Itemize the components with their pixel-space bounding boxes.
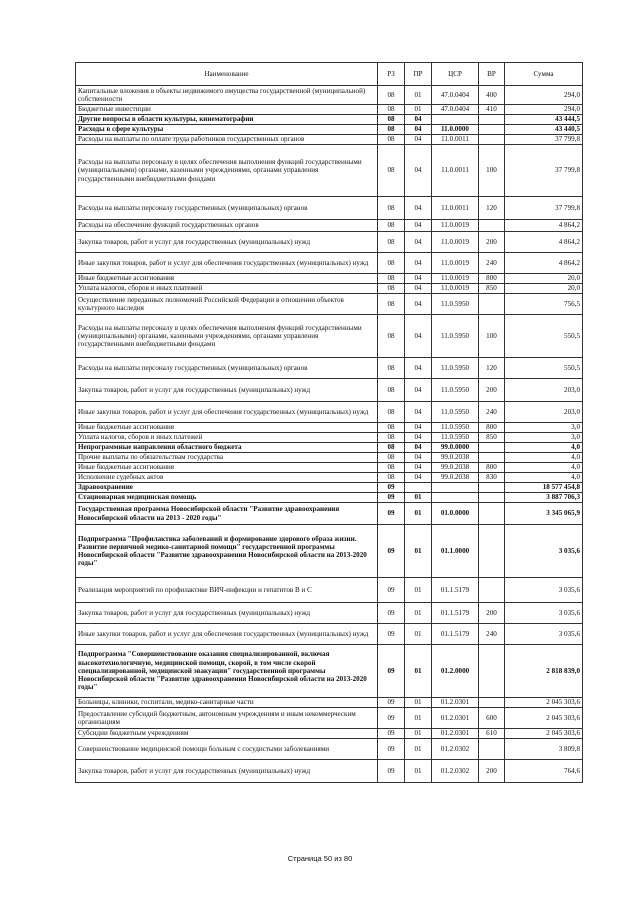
cell-vr	[479, 135, 505, 145]
cell-csr: 11.0.5950	[432, 379, 479, 402]
cell-name: Стационарная медицинская помощь	[76, 493, 378, 503]
cell-rz: 08	[378, 232, 405, 253]
cell-csr: 11.0.5950	[432, 315, 479, 358]
cell-pr: 04	[405, 145, 432, 197]
cell-name: Иные бюджетные ассигнования	[76, 423, 378, 433]
cell-pr: 04	[405, 253, 432, 274]
cell-pr: 04	[405, 135, 432, 145]
cell-csr: 01.1.0000	[432, 525, 479, 578]
table-row	[76, 624, 583, 645]
cell-vr: 800	[479, 274, 505, 284]
cell-pr: 01	[405, 603, 432, 624]
cell-csr: 99.0.2038	[432, 453, 479, 463]
cell-vr: 400	[479, 86, 505, 105]
cell-name: Иные бюджетные ассигнования	[76, 274, 378, 284]
cell-vr	[479, 503, 505, 525]
cell-pr: 01	[405, 86, 432, 105]
table-row	[76, 315, 583, 358]
cell-vr	[479, 578, 505, 603]
cell-pr: 01	[405, 645, 432, 698]
cell-vr: 200	[479, 379, 505, 402]
cell-rz: 09	[378, 624, 405, 645]
cell-sum: 4 864,2	[505, 253, 583, 274]
cell-vr: 410	[479, 105, 505, 115]
cell-csr: 11.0.0019	[432, 274, 479, 284]
cell-rz: 08	[378, 294, 405, 315]
cell-rz: 08	[378, 315, 405, 358]
cell-csr: 47.0.0404	[432, 105, 479, 115]
cell-name: Закупка товаров, работ и услуг для государственных (муниципальных) нужд	[76, 760, 378, 783]
cell-sum: 3 809,8	[505, 739, 583, 760]
cell-csr: 11.0.0011	[432, 135, 479, 145]
cell-csr: 11.0.5950	[432, 402, 479, 423]
table-row	[76, 645, 583, 698]
cell-vr	[479, 294, 505, 315]
cell-csr: 99.0.2038	[432, 473, 479, 483]
cell-name: Расходы на обеспечение функций государственных органов	[76, 220, 378, 232]
cell-sum: 2 818 839,0	[505, 645, 583, 698]
cell-sum: 294,0	[505, 105, 583, 115]
cell-csr: 01.1.5179	[432, 578, 479, 603]
cell-sum: 4 864,2	[505, 220, 583, 232]
cell-pr: 01	[405, 739, 432, 760]
cell-pr: 04	[405, 423, 432, 433]
cell-csr: 11.0.0019	[432, 220, 479, 232]
cell-name: Расходы на выплаты персоналу государственных (муниципальных) органов	[76, 197, 378, 220]
cell-name: Уплата налогов, сборов и иных платежей	[76, 433, 378, 443]
cell-pr: 04	[405, 294, 432, 315]
cell-rz: 09	[378, 503, 405, 525]
table-row	[76, 105, 583, 115]
cell-name: Закупка товаров, работ и услуг для государственных (муниципальных) нужд	[76, 603, 378, 624]
header-pr: ПР	[405, 63, 432, 86]
cell-name: Расходы на выплаты персоналу в целях обеспечения выполнения функций государственными (муниципальными) органами, казенными учреждениями, органами управления государственными внебюджетными фондами	[76, 315, 378, 358]
cell-vr	[479, 525, 505, 578]
cell-csr	[432, 483, 479, 493]
cell-name: Государственная программа Новосибирской области "Развитие здравоохранения Новосибирской области на 2013 - 2020 годы"	[76, 503, 378, 525]
cell-sum: 3 035,6	[505, 603, 583, 624]
cell-vr	[479, 645, 505, 698]
header-name: Наименование	[76, 63, 378, 86]
cell-rz: 09	[378, 645, 405, 698]
cell-pr: 04	[405, 220, 432, 232]
cell-csr: 01.1.5179	[432, 624, 479, 645]
cell-vr: 120	[479, 197, 505, 220]
table-row	[76, 463, 583, 473]
cell-sum: 43 444,5	[505, 115, 583, 125]
cell-rz: 09	[378, 603, 405, 624]
cell-vr	[479, 493, 505, 503]
cell-vr: 100	[479, 315, 505, 358]
table-row	[76, 220, 583, 232]
table-header-row	[76, 63, 583, 86]
cell-rz: 08	[378, 463, 405, 473]
cell-sum: 43 440,5	[505, 125, 583, 135]
cell-name: Здравоохранение	[76, 483, 378, 493]
cell-pr: 01	[405, 698, 432, 708]
cell-sum: 3,0	[505, 433, 583, 443]
table-row	[76, 578, 583, 603]
cell-csr: 01.2.0301	[432, 729, 479, 739]
cell-rz: 08	[378, 433, 405, 443]
table-row	[76, 453, 583, 463]
cell-csr: 11.0.0019	[432, 232, 479, 253]
cell-csr: 01.1.5179	[432, 603, 479, 624]
cell-csr	[432, 115, 479, 125]
table-row	[76, 294, 583, 315]
cell-pr: 04	[405, 315, 432, 358]
table-row	[76, 525, 583, 578]
cell-name: Совершенствование медицинской помощи больным с сосудистыми заболеваниями	[76, 739, 378, 760]
cell-csr: 01.2.0302	[432, 760, 479, 783]
cell-sum: 37 799,8	[505, 135, 583, 145]
cell-pr: 04	[405, 232, 432, 253]
cell-name: Иные закупки товаров, работ и услуг для обеспечения государственных (муниципальных) нужд	[76, 402, 378, 423]
cell-vr: 200	[479, 760, 505, 783]
cell-name: Расходы на выплаты по оплате труда работников государственных органов	[76, 135, 378, 145]
cell-rz: 08	[378, 423, 405, 433]
cell-sum: 3 887 706,3	[505, 493, 583, 503]
cell-pr: 04	[405, 284, 432, 294]
table-row	[76, 253, 583, 274]
cell-rz: 08	[378, 86, 405, 105]
cell-vr	[479, 125, 505, 135]
cell-name: Иные закупки товаров, работ и услуг для обеспечения государственных (муниципальных) нужд	[76, 253, 378, 274]
table-row	[76, 603, 583, 624]
cell-csr: 11.0.0011	[432, 145, 479, 197]
table-row	[76, 493, 583, 503]
cell-name: Исполнение судебных актов	[76, 473, 378, 483]
cell-sum: 3,0	[505, 423, 583, 433]
cell-rz: 09	[378, 578, 405, 603]
table-row	[76, 443, 583, 453]
page-number: Страница 50 из 80	[287, 854, 353, 863]
cell-sum: 203,0	[505, 379, 583, 402]
cell-rz: 08	[378, 274, 405, 284]
cell-name: Капитальные вложения в объекты недвижимого имущества государственной (муниципальной) собственности	[76, 86, 378, 105]
cell-rz: 09	[378, 708, 405, 729]
header-sum: Сумма	[505, 63, 583, 86]
cell-pr: 01	[405, 493, 432, 503]
cell-vr: 800	[479, 463, 505, 473]
cell-sum: 2 045 303,6	[505, 698, 583, 708]
table-row	[76, 503, 583, 525]
table-row	[76, 145, 583, 197]
cell-vr: 240	[479, 624, 505, 645]
cell-name: Другие вопросы в области культуры, кинематографии	[76, 115, 378, 125]
table-row	[76, 423, 583, 433]
cell-pr: 04	[405, 453, 432, 463]
cell-pr: 04	[405, 402, 432, 423]
cell-csr: 11.0.0011	[432, 197, 479, 220]
cell-vr	[479, 698, 505, 708]
cell-rz: 09	[378, 493, 405, 503]
cell-sum: 3 035,6	[505, 525, 583, 578]
cell-sum: 756,5	[505, 294, 583, 315]
cell-pr: 04	[405, 443, 432, 453]
cell-csr: 11.0.0019	[432, 253, 479, 274]
table-row	[76, 729, 583, 739]
cell-csr: 01.2.0302	[432, 739, 479, 760]
cell-name: Закупка товаров, работ и услуг для государственных (муниципальных) нужд	[76, 379, 378, 402]
cell-pr: 04	[405, 473, 432, 483]
cell-rz: 08	[378, 358, 405, 379]
cell-sum: 764,6	[505, 760, 583, 783]
cell-sum: 20,0	[505, 284, 583, 294]
cell-sum: 203,0	[505, 402, 583, 423]
table-row	[76, 86, 583, 105]
table-row	[76, 698, 583, 708]
budget-table	[75, 62, 583, 783]
table-row	[76, 473, 583, 483]
cell-rz: 08	[378, 135, 405, 145]
cell-rz: 08	[378, 220, 405, 232]
cell-name: Закупка товаров, работ и услуг для государственных (муниципальных) нужд	[76, 232, 378, 253]
cell-sum: 3 035,6	[505, 578, 583, 603]
cell-rz: 08	[378, 105, 405, 115]
table-row	[76, 433, 583, 443]
table-row	[76, 402, 583, 423]
cell-pr: 01	[405, 578, 432, 603]
table-row	[76, 379, 583, 402]
cell-csr: 01.2.0000	[432, 645, 479, 698]
cell-sum: 4,0	[505, 443, 583, 453]
cell-csr: 01.0.0000	[432, 503, 479, 525]
cell-vr	[479, 115, 505, 125]
cell-csr: 47.0.0404	[432, 86, 479, 105]
cell-rz: 08	[378, 443, 405, 453]
header-vr: ВР	[479, 63, 505, 86]
cell-pr: 04	[405, 463, 432, 473]
cell-rz: 08	[378, 197, 405, 220]
cell-rz: 09	[378, 760, 405, 783]
cell-sum: 3 035,6	[505, 624, 583, 645]
cell-rz: 08	[378, 402, 405, 423]
header-rz: РЗ	[378, 63, 405, 86]
cell-name: Расходы в сфере культуры	[76, 125, 378, 135]
cell-pr: 04	[405, 274, 432, 284]
cell-vr: 240	[479, 402, 505, 423]
cell-csr: 11.0.5950	[432, 358, 479, 379]
cell-vr	[479, 739, 505, 760]
cell-sum: 18 577 454,8	[505, 483, 583, 493]
cell-csr: 11.0.5950	[432, 294, 479, 315]
cell-pr: 01	[405, 708, 432, 729]
cell-name: Иные бюджетные ассигнования	[76, 463, 378, 473]
cell-pr: 01	[405, 760, 432, 783]
cell-rz: 08	[378, 379, 405, 402]
cell-name: Расходы на выплаты персоналу в целях обеспечения выполнения функций государственными (муниципальными) органами, казенными учреждениями, органами управления государственными внебюджетными фондами	[76, 145, 378, 197]
cell-sum: 550,5	[505, 358, 583, 379]
cell-name: Больницы, клиники, госпитали, медико-санитарные части	[76, 698, 378, 708]
cell-pr: 04	[405, 197, 432, 220]
cell-name: Иные закупки товаров, работ и услуг для обеспечения государственных (муниципальных) нужд	[76, 624, 378, 645]
cell-rz: 08	[378, 145, 405, 197]
cell-csr: 11.0.0019	[432, 284, 479, 294]
cell-sum: 550,5	[505, 315, 583, 358]
cell-sum: 3 345 065,9	[505, 503, 583, 525]
cell-sum: 4,0	[505, 473, 583, 483]
header-csr: ЦСР	[432, 63, 479, 86]
cell-sum: 37 799,8	[505, 145, 583, 197]
cell-pr: 04	[405, 358, 432, 379]
cell-vr: 850	[479, 433, 505, 443]
cell-name: Прочие выплаты по обязательствам государства	[76, 453, 378, 463]
cell-rz: 08	[378, 453, 405, 463]
cell-rz: 08	[378, 253, 405, 274]
table-row	[76, 125, 583, 135]
cell-rz: 08	[378, 473, 405, 483]
cell-rz: 09	[378, 739, 405, 760]
table-row	[76, 274, 583, 284]
cell-csr: 99.0.2038	[432, 463, 479, 473]
cell-pr: 04	[405, 125, 432, 135]
cell-pr: 04	[405, 433, 432, 443]
table-row	[76, 284, 583, 294]
cell-sum: 2 045 303,6	[505, 729, 583, 739]
table-row	[76, 135, 583, 145]
cell-rz: 09	[378, 525, 405, 578]
cell-vr: 850	[479, 284, 505, 294]
cell-name: Субсидии бюджетным учреждениям	[76, 729, 378, 739]
table-body	[76, 86, 583, 783]
table-row	[76, 358, 583, 379]
cell-vr	[479, 220, 505, 232]
table-row	[76, 708, 583, 729]
cell-vr: 120	[479, 358, 505, 379]
cell-name: Предоставление субсидий бюджетным, автономным учреждениям и иным некоммерческим организациям	[76, 708, 378, 729]
cell-sum: 37 799,8	[505, 197, 583, 220]
cell-pr: 01	[405, 624, 432, 645]
cell-rz: 08	[378, 115, 405, 125]
cell-pr: 01	[405, 105, 432, 115]
cell-vr	[479, 483, 505, 493]
cell-vr	[479, 443, 505, 453]
cell-csr: 11.0.5950	[432, 433, 479, 443]
cell-name: Расходы на выплаты персоналу государственных (муниципальных) органов	[76, 358, 378, 379]
cell-pr: 04	[405, 115, 432, 125]
cell-sum: 4,0	[505, 463, 583, 473]
cell-csr: 11.0.0000	[432, 125, 479, 135]
cell-sum: 2 045 303,6	[505, 708, 583, 729]
cell-vr: 100	[479, 145, 505, 197]
cell-vr: 240	[479, 253, 505, 274]
cell-csr: 11.0.5950	[432, 423, 479, 433]
cell-name: Подпрограмма "Совершенствование оказания специализированной, включая высокотехнологичную, медицинской помощи, скорой, в том числе скорой специализированной, медицинской эвакуации" государственной программы Новосибирской области "Развитие здравоохранения Новосибирской области на 2013-2020 годы"	[76, 645, 378, 698]
cell-name: Подпрограмма "Профилактика заболеваний и формирование здорового образа жизни. Развитие первичной медико-санитарной помощи" государственной программы Новосибирской области "Развитие здравоохранения Новосибирской области на 2013-2020 годы"	[76, 525, 378, 578]
cell-csr: 01.2.0301	[432, 708, 479, 729]
cell-csr: 99.0.0000	[432, 443, 479, 453]
cell-name: Уплата налогов, сборов и иных платежей	[76, 284, 378, 294]
cell-sum: 294,0	[505, 86, 583, 105]
cell-rz: 08	[378, 284, 405, 294]
cell-vr: 200	[479, 603, 505, 624]
table-row	[76, 483, 583, 493]
table-row	[76, 760, 583, 783]
cell-vr	[479, 453, 505, 463]
cell-name: Бюджетные инвестиции	[76, 105, 378, 115]
cell-vr: 830	[479, 473, 505, 483]
table-row	[76, 232, 583, 253]
cell-sum: 20,0	[505, 274, 583, 284]
cell-pr: 01	[405, 525, 432, 578]
cell-rz: 09	[378, 698, 405, 708]
cell-pr: 01	[405, 729, 432, 739]
cell-vr: 800	[479, 423, 505, 433]
cell-csr: 01.2.0301	[432, 698, 479, 708]
cell-name: Непрограммные направления областного бюджета	[76, 443, 378, 453]
table-row	[76, 739, 583, 760]
cell-sum: 4,0	[505, 453, 583, 463]
cell-rz: 08	[378, 125, 405, 135]
cell-name: Осуществление переданных полномочий Российской Федерации в отношении объектов культурного наследия	[76, 294, 378, 315]
cell-pr	[405, 483, 432, 493]
cell-rz: 09	[378, 729, 405, 739]
cell-pr: 04	[405, 379, 432, 402]
cell-name: Реализация мероприятий по профилактике ВИЧ-инфекции и гепатитов В и С	[76, 578, 378, 603]
cell-sum: 4 864,2	[505, 232, 583, 253]
table-row	[76, 115, 583, 125]
cell-vr: 200	[479, 232, 505, 253]
table-row	[76, 197, 583, 220]
cell-vr: 610	[479, 729, 505, 739]
cell-csr	[432, 493, 479, 503]
cell-pr: 01	[405, 503, 432, 525]
cell-vr: 600	[479, 708, 505, 729]
cell-rz: 09	[378, 483, 405, 493]
